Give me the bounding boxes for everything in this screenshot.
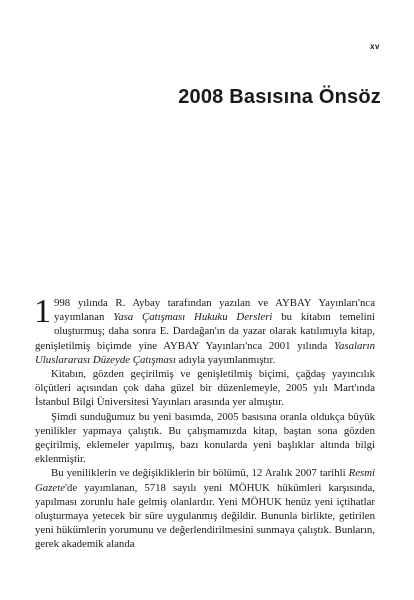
paragraph-4-text-b: 'de yayımlanan, 5718 sayılı yeni MÖHUK hükümleri karşısında, yapılması zorunlu hale gelmiş olanlardır. Yeni MÖHUK henüz yeni içtihatlar oluşturmaya yetecek bir süre uygulanmış değildir. Bununla birlikte, getirilen yeni hükümlerin yorumunu ve değerlendirilmesini sunmaya çalıştık. Bunların, gerek akademik alanda xyxy=(35,481,375,551)
paragraph-3: Şimdi sunduğumuz bu yeni basımda, 2005 basısına oranla oldukça büyük yenilikler yapmaya çalıştık. Bu çalışmamızda kitap, baştan sona gözden geçirilmiş, eklemeler yapılmış, bazı konularda yeni başlıklar altında bilgi eklenmiştir. xyxy=(35,410,375,466)
paragraph-1-text-a: 998 yılında R. Aybay tarafından yazılan ve AYBAY Yayınları'nca yayımlanan xyxy=(54,297,375,324)
paragraph-1-text-b: bu kitabın temelini oluşturmuş; daha sonra E. Dardağan'ın da yazar olarak katılımıyla kitap, genişletilmiş biçimde yine AYBAY Yayınları'nca 2001 yılında xyxy=(35,311,376,352)
paragraph-4 xyxy=(35,466,375,551)
drop-cap: 1 xyxy=(34,293,51,330)
paragraph-1 xyxy=(34,293,376,367)
page-title: 2008 Basısına Önsöz xyxy=(178,86,381,108)
preface-body xyxy=(34,293,376,552)
paragraph-2: Kitabın, gözden geçirilmiş ve genişletilmiş biçimi, çağdaş yayıncılık ölçütleri açısından çok daha güzel bir düzenlemeyle, 2005 yılı Mart'ında İstanbul Bilgi Üniversitesi Yayınları arasında yer almıştır. xyxy=(35,368,375,409)
paragraph-4-text-a: Bu yeniliklerin ve değişikliklerin bir bölümü, 12 Aralık 2007 tarihli xyxy=(51,467,349,480)
book-title-2: Yasaların Uluslararası Düzeyde Çatışması xyxy=(35,339,375,366)
paragraph-1-text-c: adıyla yayımlanmıştır. xyxy=(175,353,276,366)
gazette-name: Resmi Gazete xyxy=(35,467,375,494)
page-number: xv xyxy=(370,42,380,51)
book-title-1: Yasa Çatışması Hukuku Dersleri xyxy=(113,311,273,324)
